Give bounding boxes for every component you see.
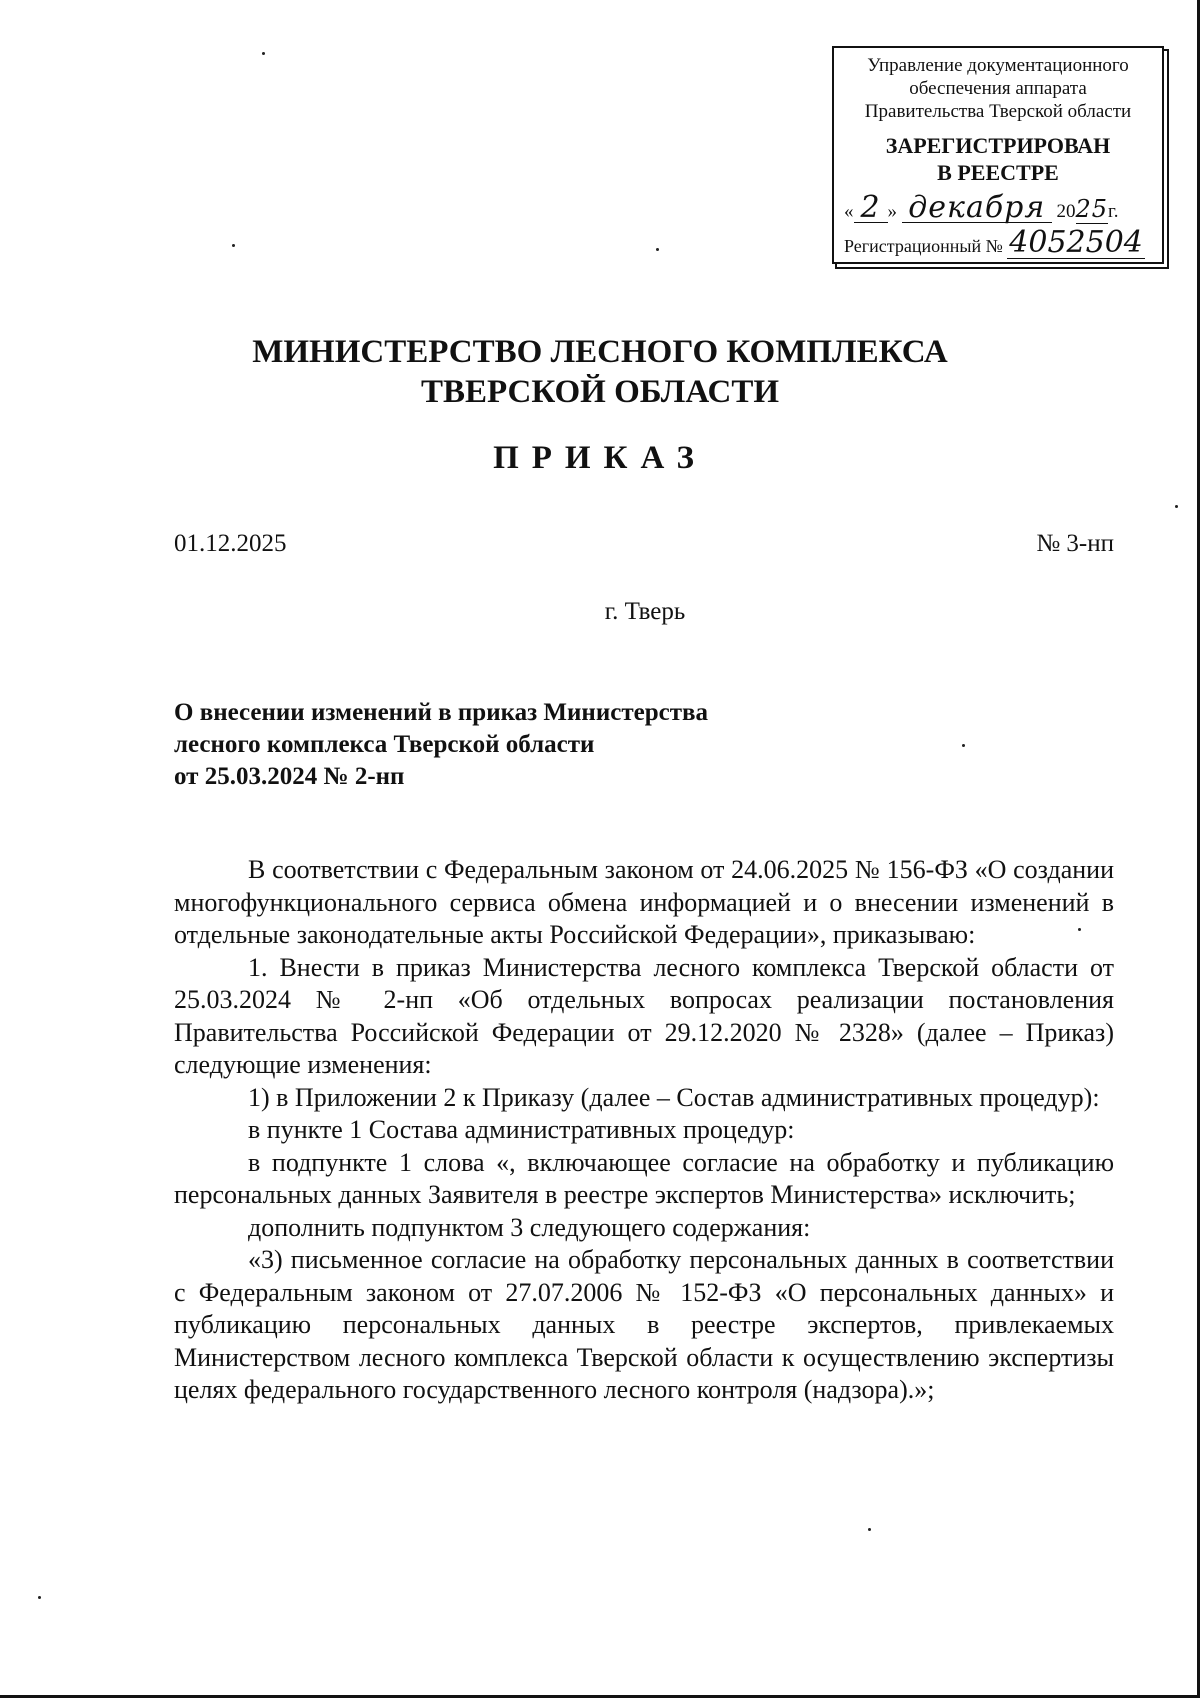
stamp-date-year-suffix: 25 bbox=[1075, 195, 1109, 223]
subject-line: от 25.03.2024 № 2-нп bbox=[174, 763, 405, 790]
subject-line: лесного комплекса Тверской области bbox=[174, 731, 595, 758]
city: г. Тверь bbox=[604, 598, 686, 625]
stamp-date-close-quote: » bbox=[887, 201, 897, 222]
document-type: ПРИКАЗ bbox=[493, 440, 707, 476]
stamp-date-open-quote: « bbox=[844, 201, 854, 222]
order-subject bbox=[174, 697, 708, 793]
scan-speck bbox=[1175, 505, 1178, 508]
ministry-name-line: ТВЕРСКОЙ ОБЛАСТИ bbox=[420, 374, 780, 410]
body-paragraph: 1. Внести в приказ Министерства лесного комплекса Тверской области от 25.03.2024 № 2-нп «Об отдельных вопросах реализации постановления Правительства Российской Федерации от 29.12.2020 № 2328» (далее – Приказ) следующие изменения: bbox=[174, 952, 1114, 1079]
scan-speck bbox=[868, 1528, 871, 1531]
scan-speck bbox=[38, 1596, 41, 1599]
ministry-name bbox=[0, 332, 1200, 412]
body-paragraph: в пункте 1 Состава административных процедур: bbox=[248, 1115, 795, 1144]
body-paragraph: «3) письменное согласие на обработку персональных данных в соответствии с Федеральным законом от 27.07.2006 № 152-ФЗ «О персональных данных» и публикацию персональных данных в реестре экспертов, привлекаемых Министерством лесного комплекса Тверской области к осуществлению экспертизы целях федерального государственного лесного контроля (надзора).»; bbox=[174, 1245, 1114, 1404]
stamp-org-line: Правительства Тверской области bbox=[864, 101, 1132, 122]
stamp-organization bbox=[834, 54, 1162, 123]
order-date: 01.12.2025 bbox=[174, 530, 287, 557]
stamp-org-line: обеспечения аппарата bbox=[909, 78, 1087, 99]
subject-line: О внесении изменений в приказ Министерства bbox=[174, 699, 708, 726]
order-number: № 3-нп bbox=[1036, 530, 1114, 557]
stamp-status-line: В РЕЕСТРЕ bbox=[937, 160, 1059, 185]
registration-stamp bbox=[832, 46, 1164, 264]
stamp-org-line: Управление документационного bbox=[867, 55, 1129, 76]
stamp-regno-label: Регистрационный № bbox=[844, 236, 1003, 256]
body-paragraph: 1) в Приложении 2 к Приказу (далее – Состав административных процедур): bbox=[248, 1082, 1100, 1112]
stamp-date-year-label: г. bbox=[1108, 201, 1119, 222]
body-paragraph: В соответствии с Федеральным законом от 24.06.2025 № 156-ФЗ «О создании многофункционального сервиса обмена информацией и о внесении изменений в отдельные законодательные акты Российской Федерации», приказываю: bbox=[174, 855, 1114, 949]
scan-speck bbox=[262, 52, 265, 55]
stamp-status-line: ЗАРЕГИСТРИРОВАН bbox=[885, 133, 1111, 158]
stamp-status bbox=[834, 132, 1162, 186]
scan-speck bbox=[1078, 928, 1081, 931]
stamp-regno-value: 4052504 bbox=[1009, 225, 1143, 260]
ministry-name-line: МИНИСТЕРСТВО ЛЕСНОГО КОМПЛЕКСА bbox=[252, 334, 948, 370]
body-paragraph: в подпункте 1 слова «, включающее согласие на обработку и публикацию персональных данных Заявителя в реестре экспертов Министерства» исключить; bbox=[174, 1147, 1114, 1209]
stamp-date-month: декабря bbox=[902, 194, 1052, 223]
body-paragraph: дополнить подпунктом 3 следующего содержания: bbox=[248, 1212, 811, 1242]
stamp-date-year-prefix: 20 bbox=[1056, 201, 1076, 222]
stamp-date-day: 2 bbox=[854, 194, 888, 223]
order-body bbox=[174, 854, 1114, 1407]
scan-speck bbox=[656, 248, 659, 251]
scan-speck bbox=[962, 744, 965, 747]
scan-speck bbox=[232, 244, 235, 247]
stamp-registration-number bbox=[844, 225, 1162, 260]
